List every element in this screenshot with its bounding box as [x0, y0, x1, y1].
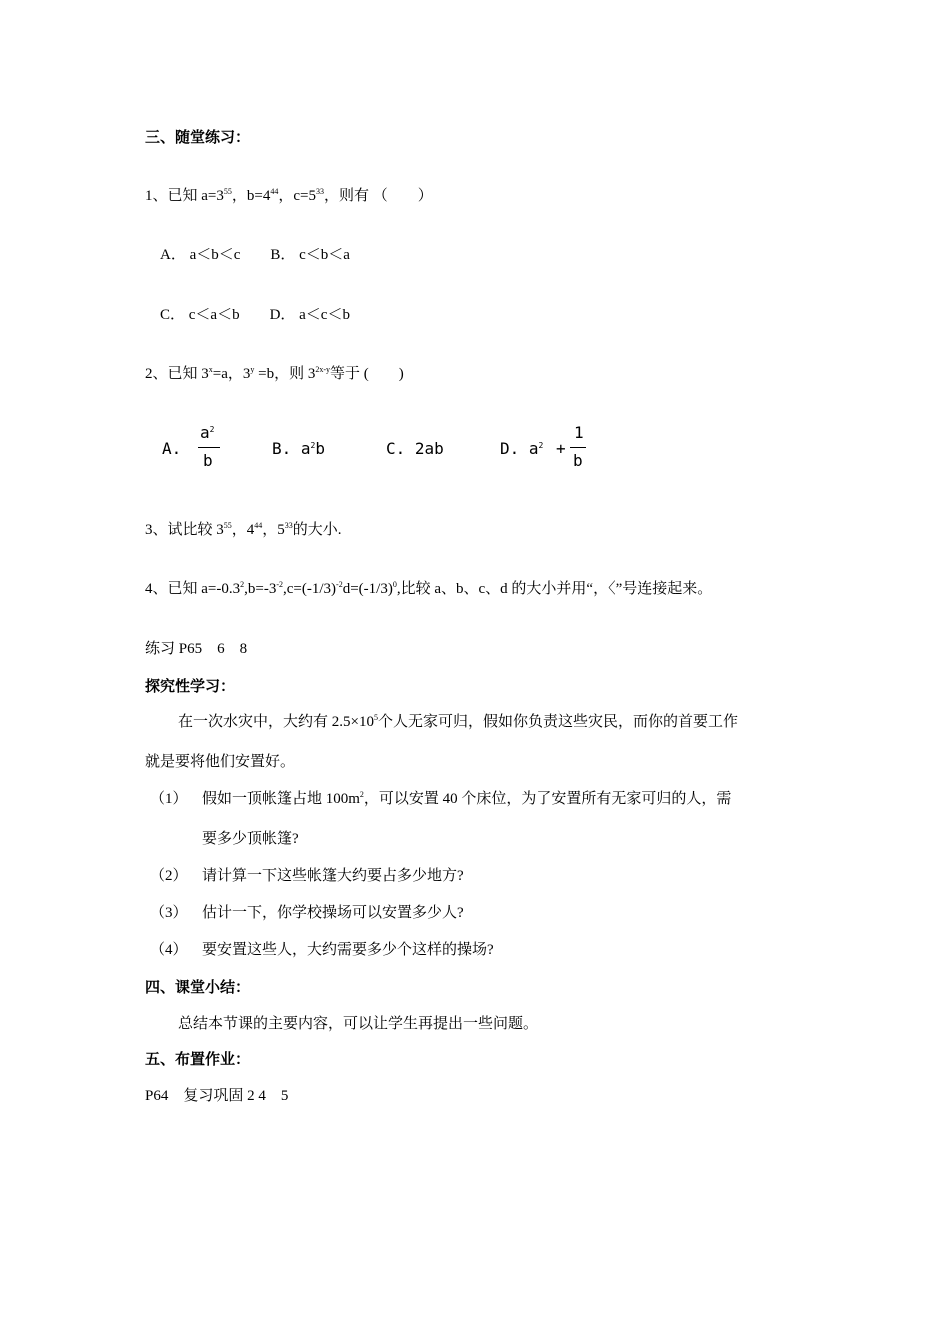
option-a-fraction-bar [198, 447, 220, 448]
explore-heading: 探究性学习： [145, 679, 236, 695]
explore-item-2-number: （2） [150, 868, 188, 884]
option-d-plus: + [556, 439, 566, 458]
option-a-label: A. [162, 439, 182, 458]
option-a-numerator: $a^2$ [200, 423, 215, 442]
question-4: 4、已知 $a=-0.3^2,b=-3^{-2},c=(-1/3)^{-2}d=(-1/3)^0$,比较 a、b、c、d 的大小并用“，〈”号连接起来。 [145, 580, 713, 597]
explore-item-3-number: （3） [150, 905, 188, 921]
option-a-denominator: b [203, 451, 213, 470]
option-d-numerator: 1 [574, 423, 584, 442]
question-1: 1、已知 $a=3^{55}$，$b=4^{44}$，$c=5^{33}$，则有 （ ） [145, 187, 433, 204]
option-c: C. 2ab [386, 439, 444, 458]
explore-item-1-continued: 要多少顶帐篷? [202, 831, 299, 847]
exercise-line: 练习 P65 6 8 [145, 641, 248, 657]
question-2: 2、已知 $3^x=a$，$3^y =b$，则 $3^{2x-y}$等于 ( ) [145, 365, 404, 382]
explore-paragraph-line-2: 就是要将他们安置好。 [145, 754, 296, 770]
explore-item-1-number: （1） [150, 791, 188, 807]
question-1-options-ab: A． a＜b＜c B． c＜b＜a [160, 247, 350, 263]
explore-item-4-number: （4） [150, 942, 188, 958]
practice-heading: 三、随堂练习： [145, 130, 251, 146]
option-d-denominator: b [573, 451, 583, 470]
question-2-options-image [158, 421, 588, 475]
summary-heading: 四、课堂小结： [145, 980, 251, 996]
explore-item-4-text: 要安置这些人，大约需要多少个这样的操场? [202, 942, 494, 958]
option-b: B. $a^2b$ [272, 439, 325, 458]
explore-item-2-text: 请计算一下这些帐篷大约要占多少地方? [202, 868, 464, 884]
homework-heading: 五、布置作业： [145, 1052, 251, 1068]
homework-text: P64 复习巩固 2 4 5 [145, 1088, 289, 1104]
option-d-fraction-bar [570, 447, 586, 448]
explore-item-3-text: 估计一下，你学校操场可以安置多少人? [202, 905, 464, 921]
summary-text: 总结本节课的主要内容，可以让学生再提出一些问题。 [178, 1016, 539, 1032]
explore-item-1-text: 假如一顶帐篷占地 $100m^2$，可以安置 40 个床位，为了安置所有无家可归的人，需 [202, 790, 732, 807]
explore-paragraph-line-1: 在一次水灾中，大约有 $2.5\times 10^5$个人无家可归，假如你负责这些灾民，而你的首要工作 [178, 713, 738, 730]
question-3: 3、试比较 $3^{55}$，$4^{44}$，$5^{33}$的大小. [145, 521, 342, 538]
question-1-options-cd: C． c＜a＜b D． a＜c＜b [160, 307, 350, 323]
option-d: D. $a^2$ [500, 439, 544, 458]
